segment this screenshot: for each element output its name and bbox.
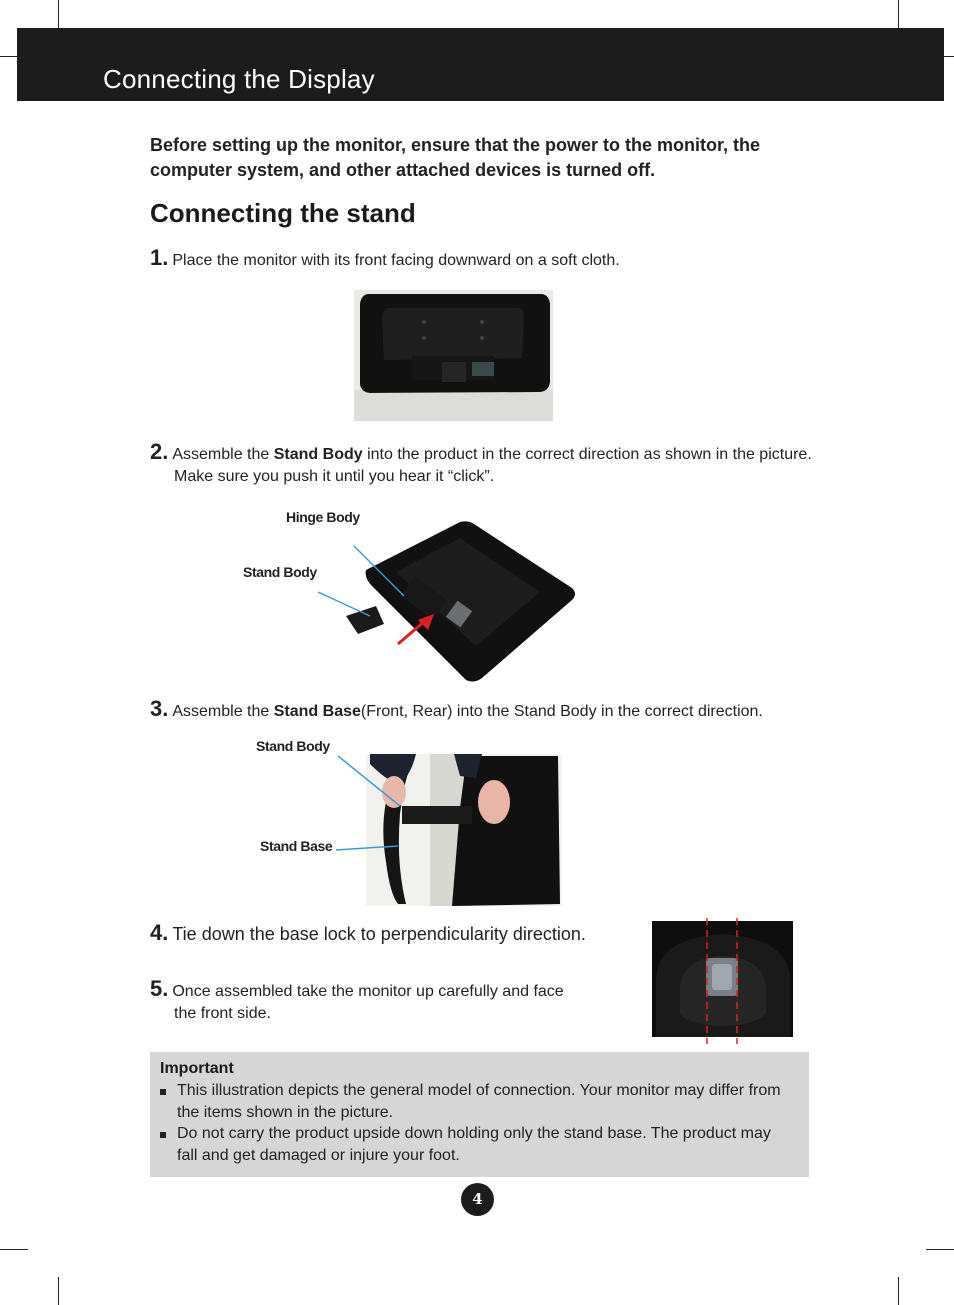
step-text-line2: Make sure you push it until you hear it “click”.: [174, 468, 495, 485]
stand-body-assembly-photo: [300, 520, 580, 688]
crop-mark: [58, 0, 59, 28]
step-text: Once assembled take the monitor up carefully and face: [172, 983, 564, 1000]
crop-mark: [58, 1277, 59, 1305]
stand-base-label: Stand Base: [260, 838, 333, 854]
step-number: 4.: [150, 920, 169, 945]
crop-mark: [0, 56, 17, 57]
base-lock-photo: [652, 918, 794, 1044]
step-number: 2.: [150, 439, 169, 464]
header-bar: [17, 28, 944, 101]
stand-body-label: Stand Body: [256, 738, 330, 754]
bullet-icon: [160, 1089, 166, 1095]
intro-warning: Before setting up the monitor, ensure that the power to the monitor, the computer system, and other attached devices is turned off.: [150, 135, 761, 180]
page-number: 4: [461, 1183, 494, 1216]
stand-base-assembly-photo: [336, 754, 562, 906]
stand-body-label: Stand Body: [243, 564, 317, 580]
crop-mark: [926, 1249, 954, 1250]
step-4: [150, 922, 586, 945]
step-5: [150, 978, 564, 1025]
crop-mark: [944, 56, 954, 57]
crop-mark: [898, 1277, 899, 1305]
crop-mark: [898, 0, 899, 28]
step-text-line2: the front side.: [174, 1005, 271, 1022]
step-1: [150, 247, 620, 272]
important-item: Do not carry the product upside down holding only the stand base. The product may fall and get damaged or injure your foot.: [160, 1123, 790, 1167]
stand-base-term: Stand Base: [273, 703, 361, 720]
stand-body-term: Stand Body: [273, 446, 363, 463]
step-number: 3.: [150, 696, 169, 721]
step-text: Tie down the base lock to perpendicularity direction.: [172, 924, 586, 944]
important-title: Important: [160, 1060, 234, 1077]
step-number: 5.: [150, 976, 169, 1001]
hinge-body-label: Hinge Body: [286, 509, 360, 525]
important-item: This illustration depicts the general model of connection. Your monitor may differ from the items shown in the picture.: [160, 1080, 790, 1124]
step-number: 1.: [150, 245, 169, 270]
crop-mark: [0, 1249, 28, 1250]
step-text: Place the monitor with its front facing downward on a soft cloth.: [172, 252, 620, 269]
step-2: 2. Assemble the Stand Body into the product in the correct direction as shown in the picture. Make sure you push it until you hear it “click”.: [150, 441, 812, 488]
page-title: Connecting the Display: [103, 64, 375, 94]
section-title: Connecting the stand: [150, 198, 416, 228]
step-3: 3. Assemble the Stand Base(Front, Rear) into the Stand Body in the correct direction.: [150, 696, 763, 721]
monitor-back-photo: [354, 290, 553, 421]
important-notice: [150, 1052, 809, 1177]
bullet-icon: [160, 1132, 166, 1138]
